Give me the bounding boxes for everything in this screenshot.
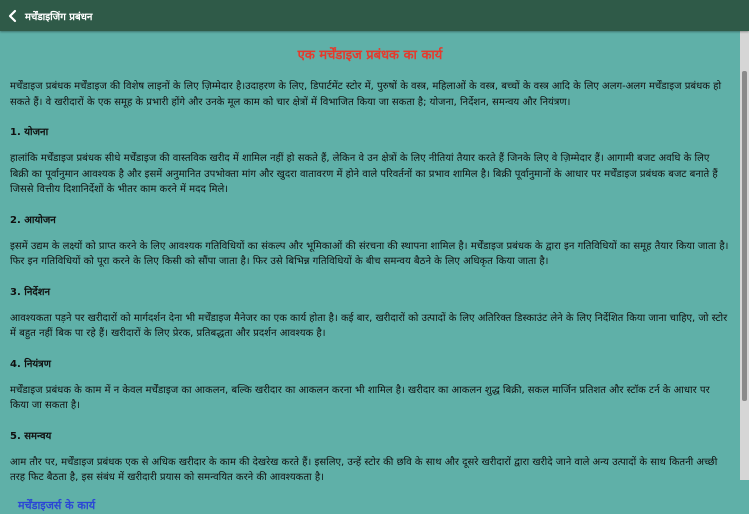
chevron-left-icon xyxy=(8,10,17,22)
next-article-link[interactable]: मर्चेंडाइजर्स के कार्य xyxy=(18,498,96,512)
section-body-coordination: आम तौर पर, मर्चेंडाइज प्रबंधक एक से अधिक खरीदार के काम की देखरेख करते हैं। इसलिए, उन्हें स्टोर की छवि के साथ और दूसरे खरीदारों द्वारा खरीदे जाने वाले अन्य उत्पादों के साथ कितनी अच्छी तरह फिट बैठता है, इस संबंध में खरीदारी प्रयास को समन्वयित करने की आवश्यकता है। xyxy=(10,456,718,483)
scrollbar[interactable] xyxy=(740,31,749,480)
back-button[interactable] xyxy=(5,6,19,26)
section-heading-planning: 1. योजना xyxy=(10,127,49,138)
scrollbar-thumb[interactable] xyxy=(742,71,747,401)
section-body-controlling: मर्चेंडाइज प्रबंधक के काम में न केवल मर्चेंडाइज का आकलन, बल्कि खरीदार का आकलन करना भी शामिल है। खरीदार का आकलन शुद्ध बिक्री, सकल मार्जिन प्रतिशत और स्टॉक टर्न के आधार पर किया जा सकता है। xyxy=(10,384,710,411)
article-content[interactable] xyxy=(0,31,740,512)
section-heading-coordination: 5. समन्वय xyxy=(10,430,52,442)
section-body-organizing: इसमें उद्यम के लक्ष्यों को प्राप्त करने के लिए आवश्यक गतिविधियों का संकल्प और भूमिकाओं की संरचना की स्थापना शामिल है। मर्चेंडाइज प्रबंधक के द्वारा इन गतिविधियों का समूह तैयार किया जाता है। फिर इन गतिविधियों को पूरा करने के लिए किसी को सौंपा जाता है। फिर उसे बिभिन्न गतिविधियों के बीच समन्वय बैठने के लिए अधिकृत किया जाता है। xyxy=(10,240,729,267)
section-body-planning: हालांकि मर्चेंडाइज प्रबंधक सीधे मर्चेंडाइज की वास्तविक खरीद में शामिल नहीं हो सकते हैं, लेकिन वे उन क्षेत्रों के लिए नीतियां तैयार करते हैं जिनके लिए वे ज़िम्मेदार हैं। आगामी बजट अवधि के लिए बिक्री का पूर्वानुमान आवश्यक है और इसमें अनुमानित उपभोक्ता मांग और खुदरा वातावरण में होने वाले परिवर्तनों का प्रभाव शामिल है। बिक्री पूर्वानुमानों के आधार पर मर्चेंडाइज प्रबंधक बजट बनाते हैं जिससे वित्तीय दिशानिर्देशों के भीतर काम करने में मदद मिले। xyxy=(10,153,718,195)
section-heading-directing: 3. निर्देशन xyxy=(10,286,51,298)
app-bar-title: मर्चेंडाइजिंग प्रबंधन xyxy=(25,11,93,23)
app-bar xyxy=(0,0,749,31)
section-body-directing: आवश्यकता पड़ने पर खरीदारों को मार्गदर्शन देना भी मर्चेंडाइज मैनेजर का एक कार्य होता है। कई बार, खरीदारों को उत्पादों के लिए अतिरिक्त डिस्काउंट लेने के लिए निर्देशित किया जाना चाहिए, जो स्टोर में बहुत नहीं बिक पा रहे हैं। खरीदारों के लिए प्रेरक, प्रतिबद्धता और प्रदर्शन आवश्यक है। xyxy=(10,312,728,339)
section-heading-controlling: 4. नियंत्रण xyxy=(10,358,51,370)
intro-paragraph: मर्चेंडाइज प्रबंधक मर्चेंडाइज की विशेष लाइनों के लिए ज़िम्मेदार है।उदाहरण के लिए, डिपार्टमेंट स्टोर में, पुरुषों के वस्त्र, महिलाओं के वस्त्र, बच्चों के वस्त्र आदि के लिए अलग-अलग मर्चेंडाइज प्रबंधक हो सकते हैं। वे खरीदारों के एक समूह के प्रभारी होंगे और उनके मूल काम को चार क्षेत्रों में विभाजित किया जा सकता है; योजना, निर्देशन, समन्वय और नियंत्रण। xyxy=(10,81,722,108)
article-title: एक मर्चेंडाइज प्रबंधक का कार्य xyxy=(297,48,443,63)
section-heading-organizing: 2. आयोजन xyxy=(10,214,56,226)
